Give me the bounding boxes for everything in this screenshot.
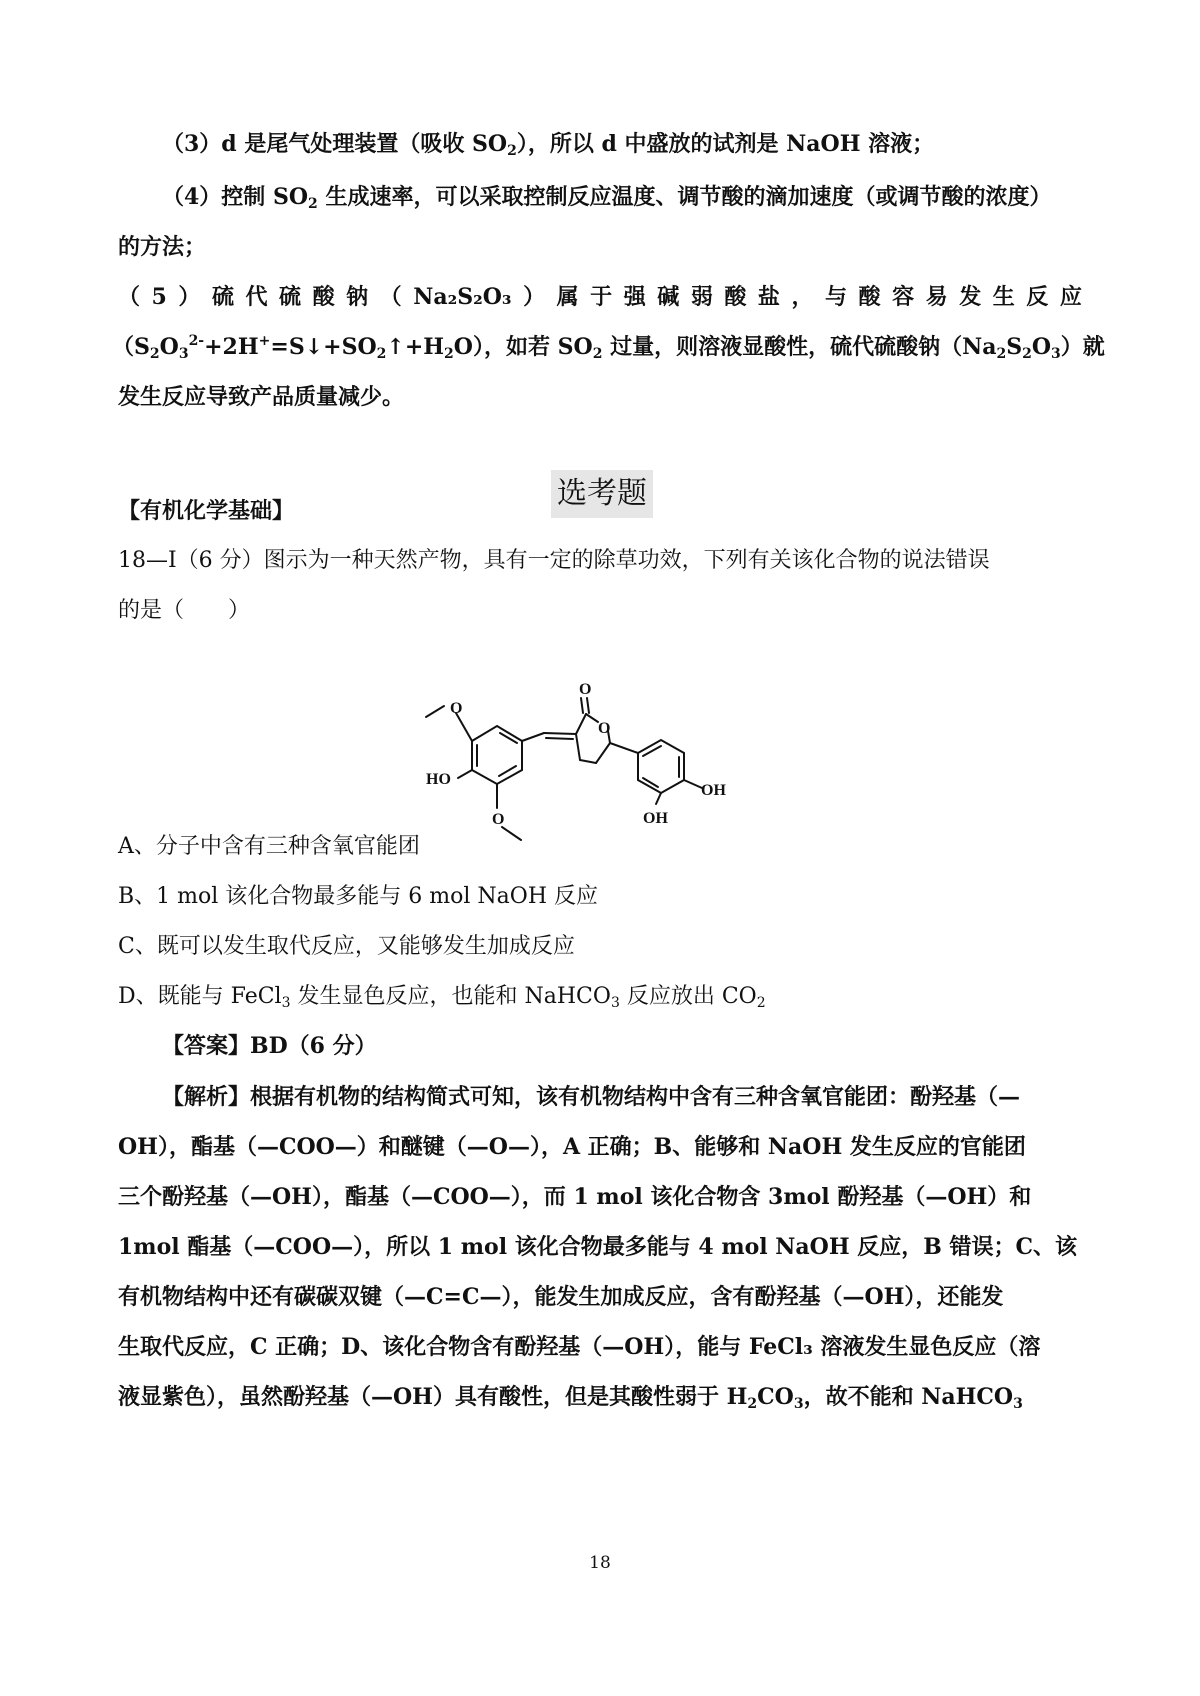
analysis-line3: 三个酚羟基（—OH），酯基（—COO—），而 1 mol 该化合物含 3mol 酚羟基（—OH）和 bbox=[118, 1184, 1032, 1210]
analysis-line7: 液显紫色），虽然酚羟基（—OH）具有酸性，但是其酸性弱于 $H_2CO_3$，故不能和 NaHCO$_3$ bbox=[118, 1384, 1023, 1412]
section-title: 选考题 bbox=[551, 470, 653, 518]
lower-ether-oxygen: O bbox=[492, 811, 505, 828]
answer-part-3: （3）d 是尾气处理装置（吸收 $SO_2$），所以 d 中盛放的试剂是 NaOH 溶液； bbox=[162, 131, 935, 159]
justified-word: 盐 bbox=[757, 284, 780, 310]
justified-word: ） bbox=[523, 284, 546, 310]
justified-word: Na₂S₂O₃ bbox=[413, 284, 512, 310]
justified-word: 强 bbox=[623, 284, 646, 310]
option-c: C、既可以发生取代反应，又能够发生加成反应 bbox=[118, 934, 575, 959]
justified-word: 发 bbox=[959, 284, 982, 310]
justified-word: 属 bbox=[556, 284, 579, 310]
upper-ether-oxygen: O bbox=[450, 700, 463, 717]
option-a: A、分子中含有三种含氧官能团 bbox=[118, 834, 420, 859]
justified-word: （ bbox=[379, 284, 402, 310]
justified-word: ， bbox=[791, 284, 814, 310]
answer-line: 【答案】BD（6 分） bbox=[162, 1033, 377, 1059]
oh-right-label: OH bbox=[701, 782, 726, 799]
lactone-ring bbox=[576, 714, 586, 734]
analysis-line5: 有机物结构中还有碳碳双键（—C=C—），能发生加成反应，含有酚羟基（—OH），还能发 bbox=[118, 1284, 1004, 1310]
analysis-line6: 生取代反应，C 正确；D、该化合物含有酚羟基（—OH），能与 FeCl₃ 溶液发生显色反应（溶 bbox=[118, 1334, 1041, 1360]
justified-word: 弱 bbox=[690, 284, 713, 310]
question-line2: 的是（ ） bbox=[118, 598, 251, 623]
vinyl-bond bbox=[522, 733, 544, 741]
justified-word: 反 bbox=[1026, 284, 1049, 310]
justified-word: 酸 bbox=[724, 284, 747, 310]
subsection-heading: 【有机化学基础】 bbox=[118, 498, 295, 524]
analysis-line2: OH），酯基（—COO—）和醚键（—O—），A 正确；B、能够和 NaOH 发生反应的官能团 bbox=[118, 1134, 1026, 1160]
analysis-line4: 1mol 酯基（—COO—），所以 1 mol 该化合物最多能与 4 mol NaOH 反应，B 错误；C、该 bbox=[118, 1234, 1078, 1260]
analysis-line1: 【解析】根据有机物的结构简式可知，该有机物结构中含有三种含氧官能团：酚羟基（— bbox=[162, 1084, 1021, 1110]
left-benzene-ring bbox=[472, 726, 522, 784]
page-number: 18 bbox=[589, 1553, 611, 1573]
answer-part-5-line2: $(S_2O_3^{2-}+2H^+=S↓+SO_2↑+H_2O)$，如若 $SO_2$ 过量，则溶液显酸性，硫代硫酸钠$(Na_2S_2O_3)$就 bbox=[112, 333, 1105, 362]
justified-word: 应 bbox=[1059, 284, 1082, 310]
justified-word: 易 bbox=[925, 284, 948, 310]
justified-word: 酸 bbox=[858, 284, 881, 310]
answer-part-5-line3: 发生反应导致产品质量减少。 bbox=[118, 384, 405, 410]
option-b: B、1 mol 该化合物最多能与 6 mol NaOH 反应 bbox=[118, 884, 598, 909]
answer-part-4-line2: 的方法； bbox=[118, 234, 207, 260]
ho-left-label: HO bbox=[426, 771, 451, 788]
justified-word: 容 bbox=[892, 284, 915, 310]
justified-word: 酸 bbox=[312, 284, 335, 310]
justified-word: 钠 bbox=[346, 284, 369, 310]
justified-word: 硫 bbox=[211, 284, 234, 310]
justified-word: 硫 bbox=[279, 284, 302, 310]
question-line1: 18—Ⅰ（6 分）图示为一种天然产物，具有一定的除草功效，下列有关该化合物的说法错误 bbox=[118, 548, 990, 573]
justified-word: 代 bbox=[245, 284, 268, 310]
justified-word: 与 bbox=[825, 284, 848, 310]
justified-word: 5 bbox=[151, 284, 167, 310]
answer-part-5-line1 bbox=[118, 282, 1082, 312]
carbonyl-oxygen-label: O bbox=[579, 681, 592, 698]
justified-word: 于 bbox=[590, 284, 613, 310]
upper-methoxy-bond bbox=[456, 713, 472, 741]
justified-word: （ bbox=[118, 284, 141, 310]
justified-word: 生 bbox=[992, 284, 1015, 310]
molecule-structure bbox=[420, 681, 780, 900]
justified-word: ） bbox=[178, 284, 201, 310]
carbonyl-bond bbox=[581, 698, 583, 713]
answer-part-4-line1: （4）控制 $SO_2$ 生成速率，可以采取控制反应温度、调节酸的滴加速度（或调节酸的浓度） bbox=[162, 184, 1052, 212]
oh-bottom-label: OH bbox=[643, 810, 668, 827]
option-d: D、既能与 FeCl$_3$ 发生显色反应，也能和 NaHCO$_3$ 反应放出 $CO_2$ bbox=[118, 984, 766, 1011]
ring-oxygen-label: O bbox=[598, 720, 611, 737]
right-benzene-ring bbox=[638, 740, 684, 793]
justified-word: 碱 bbox=[657, 284, 680, 310]
